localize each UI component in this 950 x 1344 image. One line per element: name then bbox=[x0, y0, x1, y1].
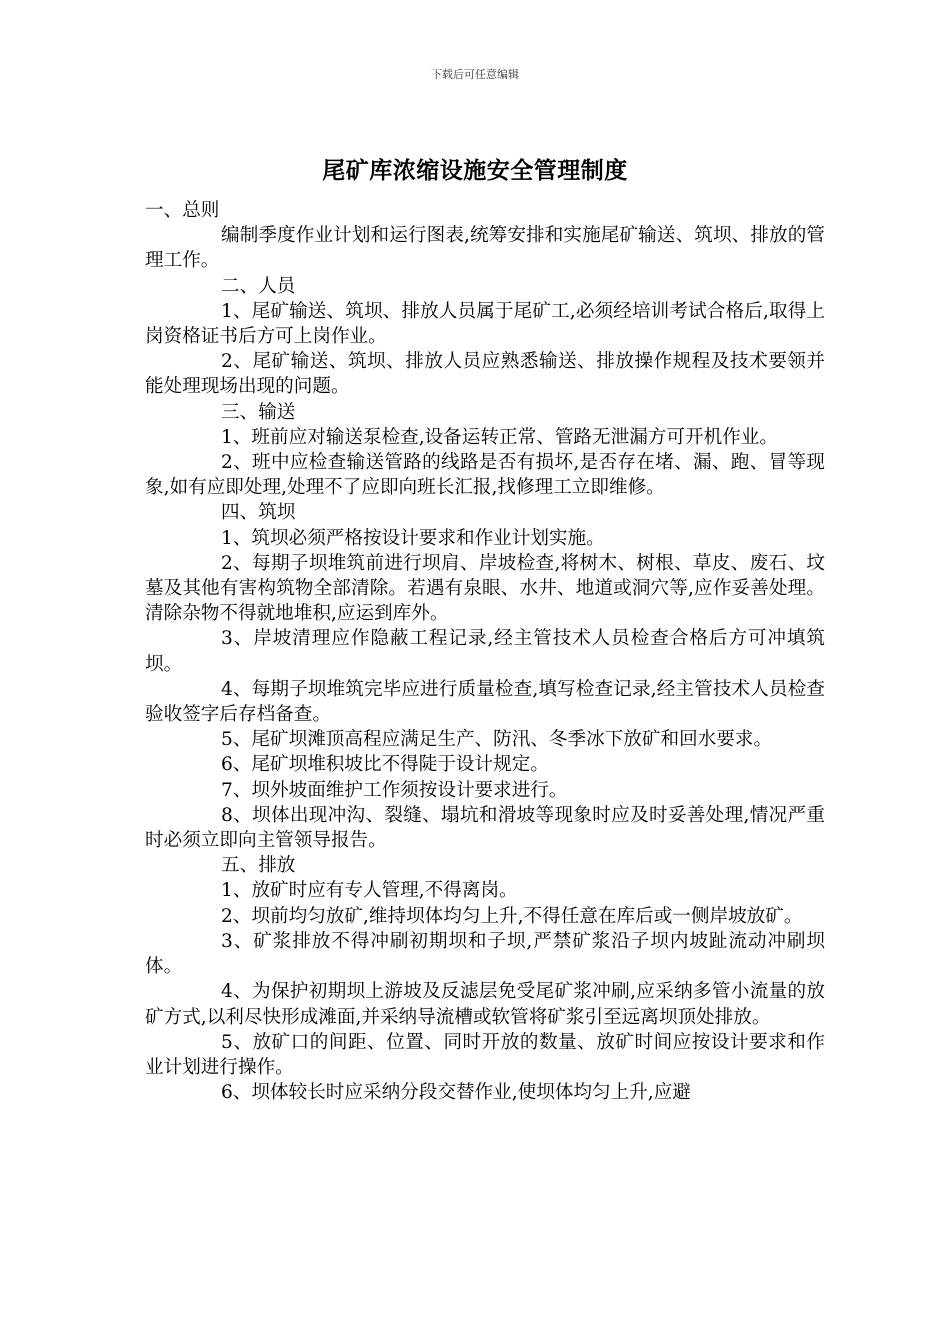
body-paragraph: 2、尾矿输送、筑坝、排放人员应熟悉输送、排放操作规程及技术要领并能处理现场出现的问题。 bbox=[145, 351, 825, 398]
body-paragraph: 7、坝外坡面维护工作须按设计要求进行。 bbox=[221, 779, 568, 801]
body-paragraph: 6、坝体较长时应采纳分段交替作业,使坝体均匀上升,应避 bbox=[221, 1082, 691, 1104]
body-paragraph: 1、尾矿输送、筑坝、排放人员属于尾矿工,必须经培训考试合格后,取得上岗资格证书后方可上岗作业。 bbox=[145, 300, 825, 348]
body-paragraph: 4、每期子坝堆筑完毕应进行质量检查,填写检查记录,经主管技术人员检查验收签字后存档备查。 bbox=[145, 678, 825, 726]
document-body bbox=[145, 198, 825, 1105]
body-paragraph: 3、岸坡清理应作隐蔽工程记录,经主管技术人员检查合格后方可冲填筑坝。 bbox=[145, 628, 825, 675]
body-paragraph: 一、总则 bbox=[145, 200, 220, 221]
body-paragraph: 二、人员 bbox=[221, 275, 296, 297]
body-paragraph: 1、放矿时应有专人管理,不得离岗。 bbox=[221, 880, 518, 902]
body-paragraph: 五、排放 bbox=[221, 855, 296, 877]
body-paragraph: 5、放矿口的间距、位置、同时开放的数量、放矿时间应按设计要求和作业计划进行操作。 bbox=[145, 1031, 825, 1078]
body-paragraph: 2、班中应检查输送管路的线路是否有损坏,是否存在堵、漏、跑、冒等现象,如有应即处理,处理不了应即向班长汇报,找修理工立即维修。 bbox=[145, 452, 825, 499]
body-paragraph: 8、坝体出现冲沟、裂缝、塌坑和滑坡等现象时应及时妥善处理,情况严重时必须立即向主管领导报告。 bbox=[145, 804, 825, 852]
body-paragraph: 三、输送 bbox=[221, 401, 296, 423]
page-header: 下载后可任意编辑 bbox=[431, 68, 519, 81]
body-paragraph: 3、矿浆排放不得冲刷初期坝和子坝,严禁矿浆沿子坝内坡趾流动冲刷坝体。 bbox=[145, 930, 825, 978]
body-paragraph: 1、筑坝必须严格按设计要求和作业计划实施。 bbox=[221, 527, 605, 549]
body-paragraph: 四、筑坝 bbox=[221, 502, 296, 524]
body-paragraph: 4、为保护初期坝上游坡及反滤层免受尾矿浆冲刷,应采纳多管小流量的放矿方式,以利尽快形成滩面,并采纳导流槽或软管将矿浆引至远离坝顶处排放。 bbox=[145, 981, 825, 1028]
body-paragraph: 1、班前应对输送泵检查,设备运转正常、管路无泄漏方可开机作业。 bbox=[221, 426, 778, 448]
body-paragraph: 2、每期子坝堆筑前进行坝肩、岸坡检查,将树木、树根、草皮、废石、坟墓及其他有害构筑物全部清除。若遇有泉眼、水井、地道或洞穴等,应作妥善处理。清除杂物不得就地堆积,应运到库外。 bbox=[145, 552, 825, 625]
body-paragraph: 编制季度作业计划和运行图表,统筹安排和实施尾矿输送、筑坝、排放的管理工作。 bbox=[145, 225, 825, 272]
body-paragraph: 5、尾矿坝滩顶高程应满足生产、防汛、冬季冰下放矿和回水要求。 bbox=[221, 729, 773, 751]
document-title: 尾矿库浓缩设施安全管理制度 bbox=[322, 157, 628, 184]
body-paragraph: 6、尾矿坝堆积坡比不得陡于设计规定。 bbox=[221, 754, 549, 776]
body-paragraph: 2、坝前均匀放矿,维持坝体均匀上升,不得任意在库后或一侧岸坡放矿。 bbox=[221, 905, 803, 927]
